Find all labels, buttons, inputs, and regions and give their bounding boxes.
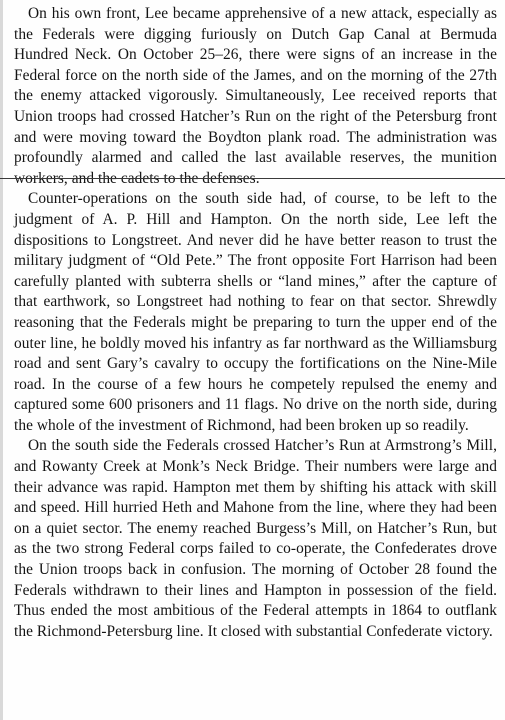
- body-text: [14, 4, 497, 642]
- paragraph-counter-operations: Counter-operations on the south side had, of course, to be left to the judgment of A. P. Hill and Hampton. On the north side, Lee left the dispositions to Longstreet. And never did he have better reason to trust the military judgment of “Old Pete.” The front opposite Fort Harrison had been carefully planted with subterra shells or “land mines,” after the capture of that earthwork, so Longstreet had nothing to fear on that sector. Shrewdly reasoning that the Federals might be preparing to turn the upper end of the outer line, he boldly moved his infantry as far northward as the Williamsburg road and sent Gary’s cavalry to occupy the fortifications on the Nine-Mile road. In the course of a few hours he competely repulsed the enemy and captured some 600 prisoners and 11 flags. No drive on the north side, during the whole of the investment of Richmond, had been broken up so readily.: [14, 190, 497, 434]
- page-edge-shadow: [0, 0, 3, 720]
- paragraph-south-side: On the south side the Federals crossed Hatcher’s Run at Armstrong’s Mill, and Rowanty Creek at Monk’s Neck Bridge. Their numbers were large and their advance was rapid. Hampton met them by shifting his attack with skill and speed. Hill hurried Heth and Mahone from the line, where they had been on a quiet sector. The enemy reached Burgess’s Mill, on Hatcher’s Run, but as the two strong Federal corps failed to co-operate, the Confederates drove the Union troops back in confusion. The morning of October 28 found the Federals withdrawn to their lines and Hampton in possession of the field. Thus ended the most ambitious of the Federal attempts in 1864 to outflank the Richmond-Petersburg line. It closed with substantial Confederate victory.: [14, 437, 497, 640]
- scan-fold-line: [0, 178, 505, 179]
- paragraph-lee-front: On his own front, Lee became apprehensive of a new attack, especially as the Federals were digging furiously on Dutch Gap Canal at Bermuda Hundred Neck. On October 25–26, there were signs of an increase in the Federal force on the north side of the James, and on the morning of the 27th the enemy attacked vigorously. Simultaneously, Lee received reports that Union troops had crossed Hatcher’s Run on the right of the Petersburg front and were moving toward the Boydton plank road. The administration was profoundly alarmed and called the last available reserves, the munition workers, and the cadets to the defenses.: [14, 5, 497, 187]
